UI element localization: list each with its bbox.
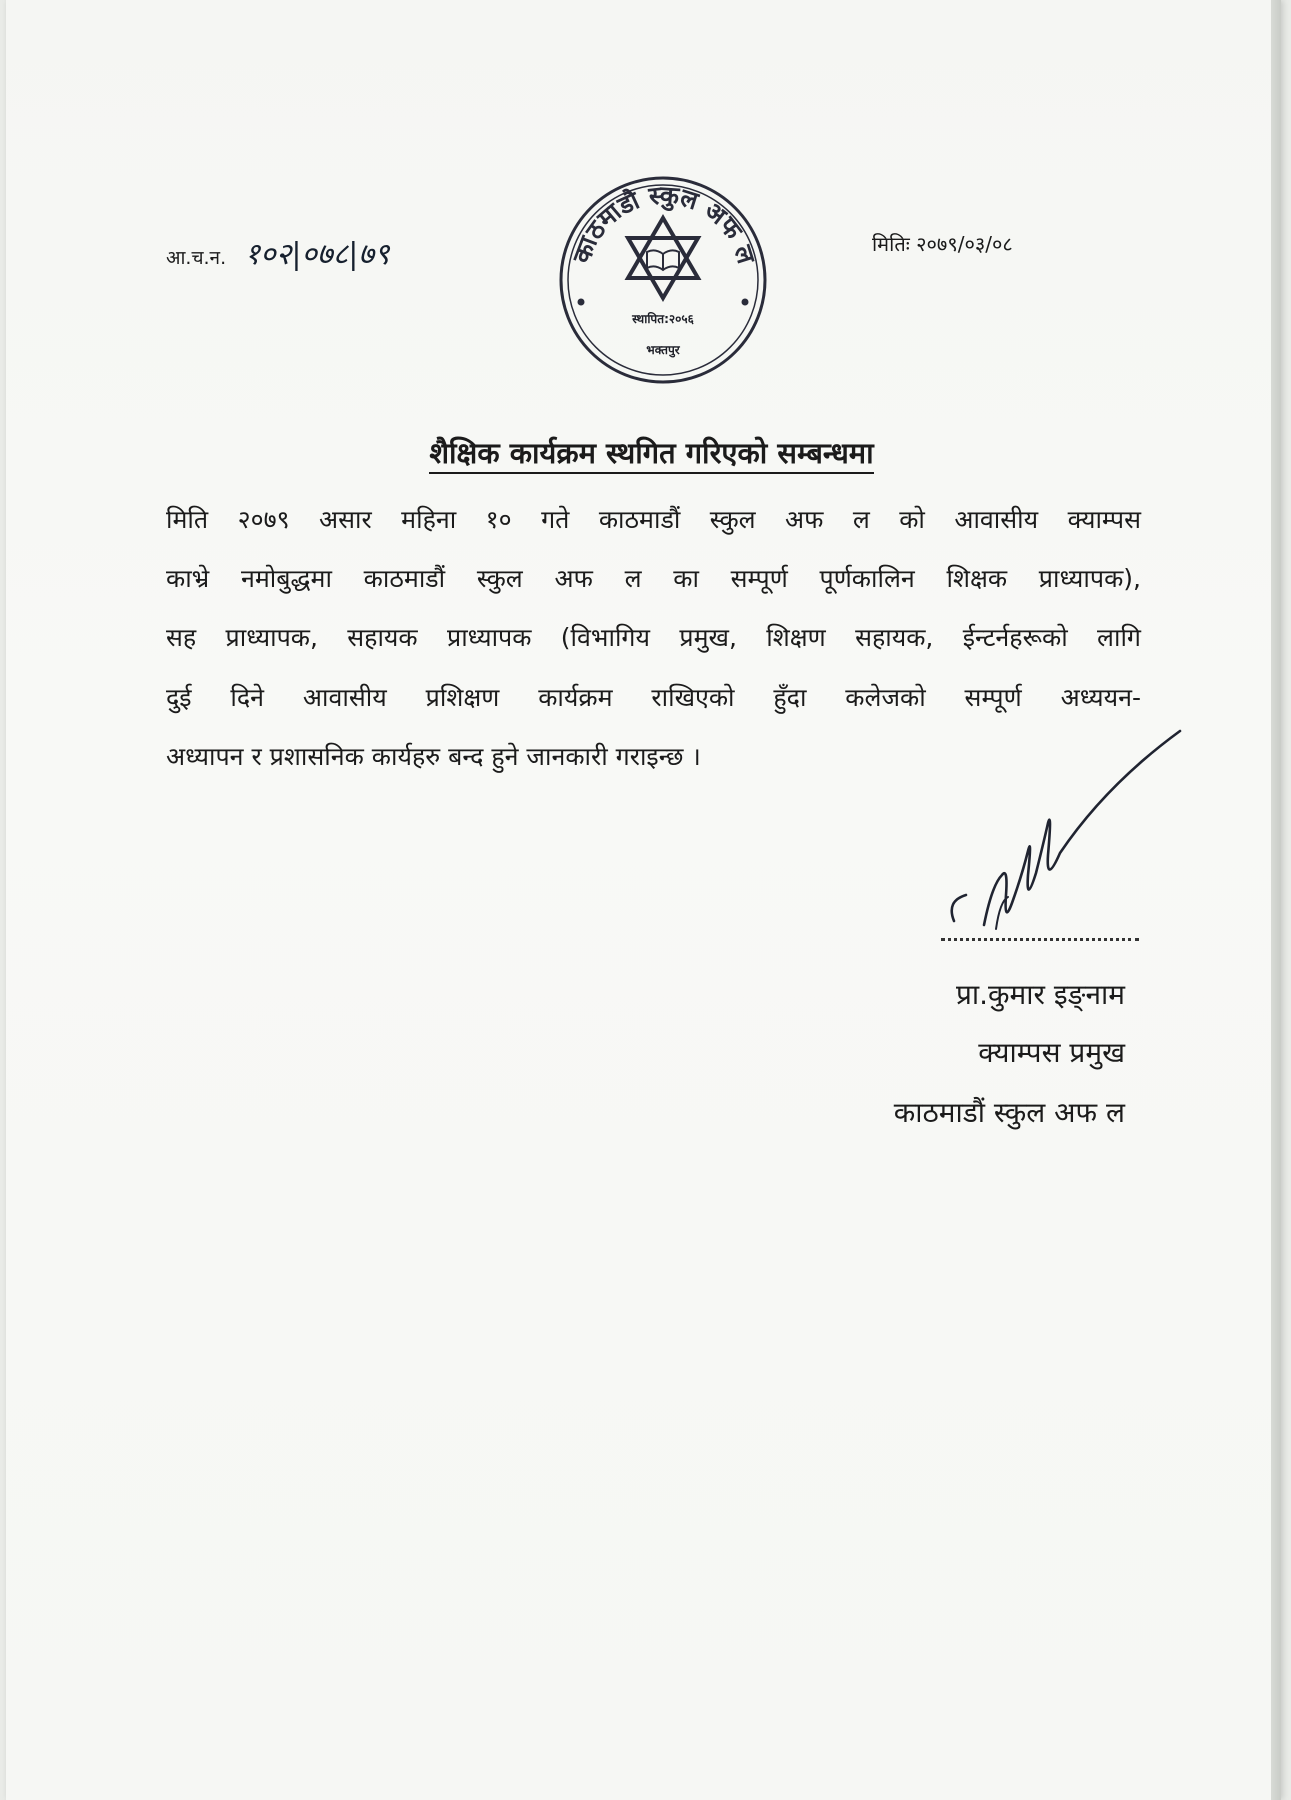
body-line-3: सह प्राध्यापक, सहायक प्राध्यापक (विभागिय प्रमुख, शिक्षण सहायक, ईन्टर्नहरूको लागि <box>166 623 1141 652</box>
body-line-1: मिति २०७९ असार महिना १० गते काठमाडौं स्कुल अफ ल को आवासीय क्याम्पस <box>166 505 1141 534</box>
letter-subject <box>6 433 1291 472</box>
reference-number <box>166 232 390 273</box>
letter-sheet <box>6 0 1281 1800</box>
school-seal <box>557 174 769 386</box>
letter-date: मितिः २०७९/०३/०८ <box>872 232 1013 256</box>
reference-label: आ.च.न. <box>166 247 227 269</box>
letter-subject-text: शैक्षिक कार्यक्रम स्थगित गरिएको सम्बन्धमा <box>429 436 873 474</box>
sheet-edge <box>1271 0 1281 1800</box>
open-book-icon <box>647 250 679 270</box>
signatory-position: क्याम्पस प्रमुख <box>978 1036 1125 1069</box>
body-line-5: अध्यापन र प्रशासनिक कार्यहरु बन्द हुने जानकारी गराइन्छ । <box>166 742 701 771</box>
seal-ring-text: काठमाडौ स्कुल अफ ल <box>566 180 761 267</box>
seal-established: स्थापित:२०५६ <box>632 312 694 326</box>
body-line-2: काभ्रे नमोबुद्धमा काठमाडौं स्कुल अफ ल का सम्पूर्ण पूर्णकालिन शिक्षक प्राध्यापक), <box>166 564 1141 593</box>
signature-dotted-line <box>941 938 1139 941</box>
seal-place: भक्तपुर <box>646 343 680 357</box>
body-line-4: दुई दिने आवासीय प्रशिक्षण कार्यक्रम राखिएको हुँदा कलेजको सम्पूर्ण अध्ययन- <box>166 683 1141 712</box>
handwritten-signature <box>936 725 1186 965</box>
signatory-organization: काठमाडौं स्कुल अफ ल <box>893 1096 1125 1129</box>
reference-handwritten-number: १०२|०७८|७९ <box>244 237 390 272</box>
signatory-name: प्रा.कुमार इङ्नाम <box>955 978 1125 1011</box>
